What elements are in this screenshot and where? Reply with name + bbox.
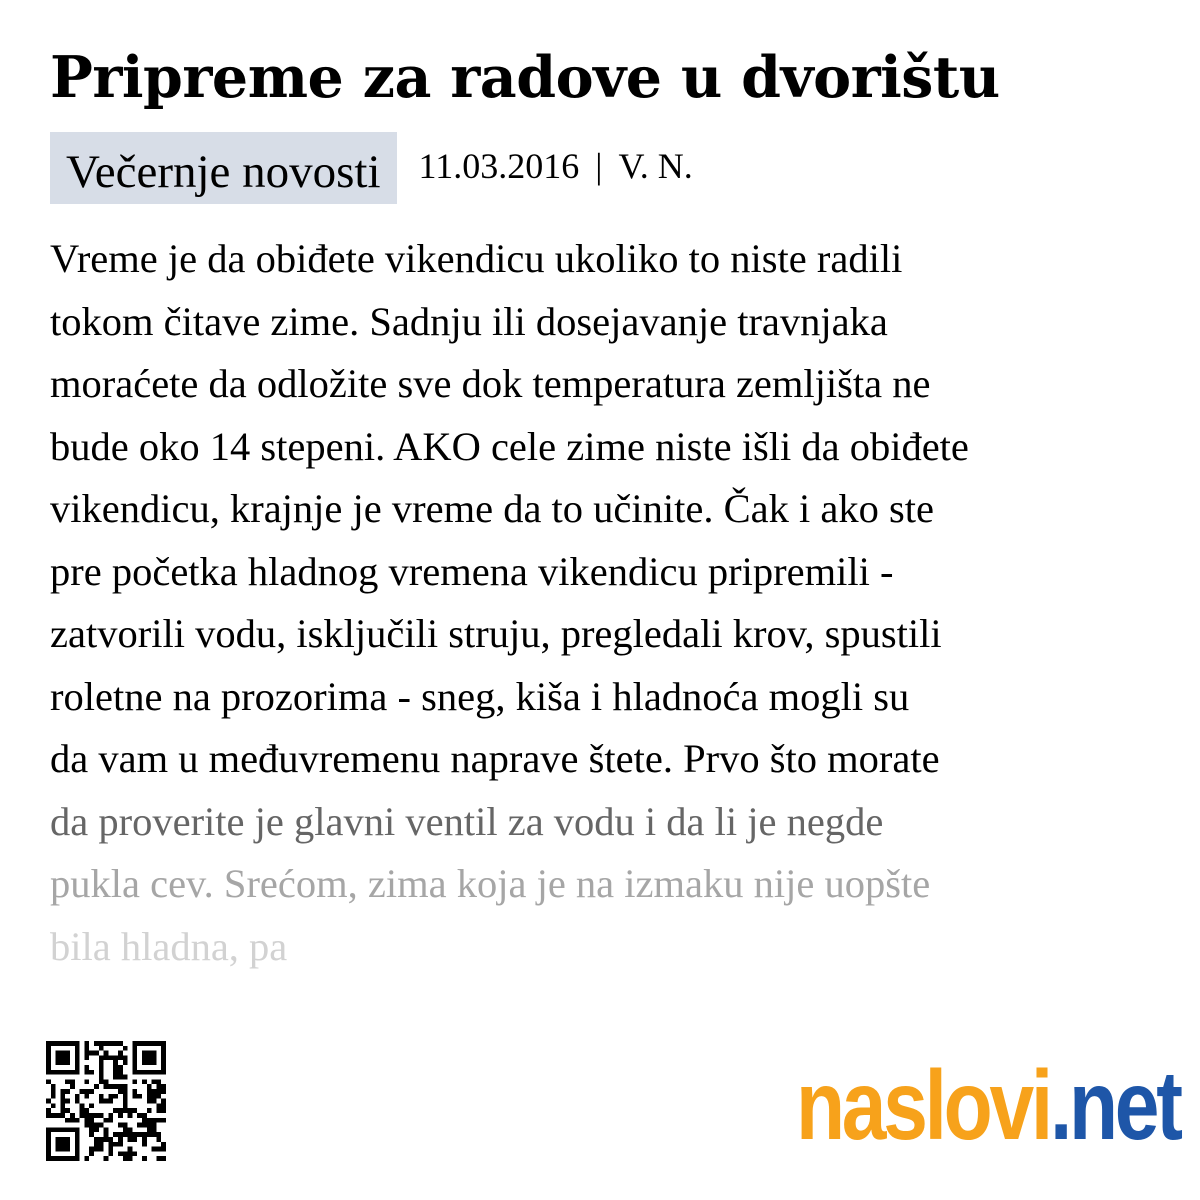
byline xyxy=(419,132,693,200)
article-line: zatvorili vodu, isključili struju, pregledali krov, spustili xyxy=(50,611,942,656)
article-line: pre početka hladnog vremena vikendicu pripremili - xyxy=(50,548,894,594)
article-line: pukla cev. Srećom, zima koja je na izmaku nije uopšte xyxy=(50,861,931,906)
article-line: bude oko 14 stepeni. AKO cele zime niste išli da obiđete xyxy=(50,423,969,469)
article-line: bila hladna, pa xyxy=(50,923,288,969)
article-line: vikendicu, krajnje je vreme da to učinite. Čak i ako ste xyxy=(50,486,934,531)
article-line: tokom čitave zime. Sadnju ili dosejavanje travnjaka xyxy=(50,298,888,344)
article-line: da proverite je glavni ventil za vodu i da li je negde xyxy=(50,798,884,844)
qr-code-icon[interactable] xyxy=(46,1038,166,1164)
logo-part-naslovi: naslovi xyxy=(796,1050,1050,1160)
article-author: V. N. xyxy=(618,146,693,186)
source-badge[interactable]: Večernje novosti xyxy=(50,132,397,204)
article-body xyxy=(50,228,1160,978)
article-line: Vreme je da obiđete vikendicu ukoliko to niste radili xyxy=(50,236,903,281)
article-meta xyxy=(50,132,693,204)
article-line: moraćete da odložite sve dok temperatura zemljišta ne xyxy=(50,361,931,406)
byline-separator: | xyxy=(595,146,603,186)
logo-part-net: .net xyxy=(1049,1050,1180,1160)
article-line: da vam u međuvremenu naprave štete. Prvo što morate xyxy=(50,736,940,781)
naslovi-logo[interactable] xyxy=(796,1050,1180,1170)
article-title: Pripreme za radove u dvorištu xyxy=(50,44,1000,111)
article-date: 11.03.2016 xyxy=(418,146,580,186)
article-line: roletne na prozorima - sneg, kiša i hladnoća mogli su xyxy=(50,673,910,719)
